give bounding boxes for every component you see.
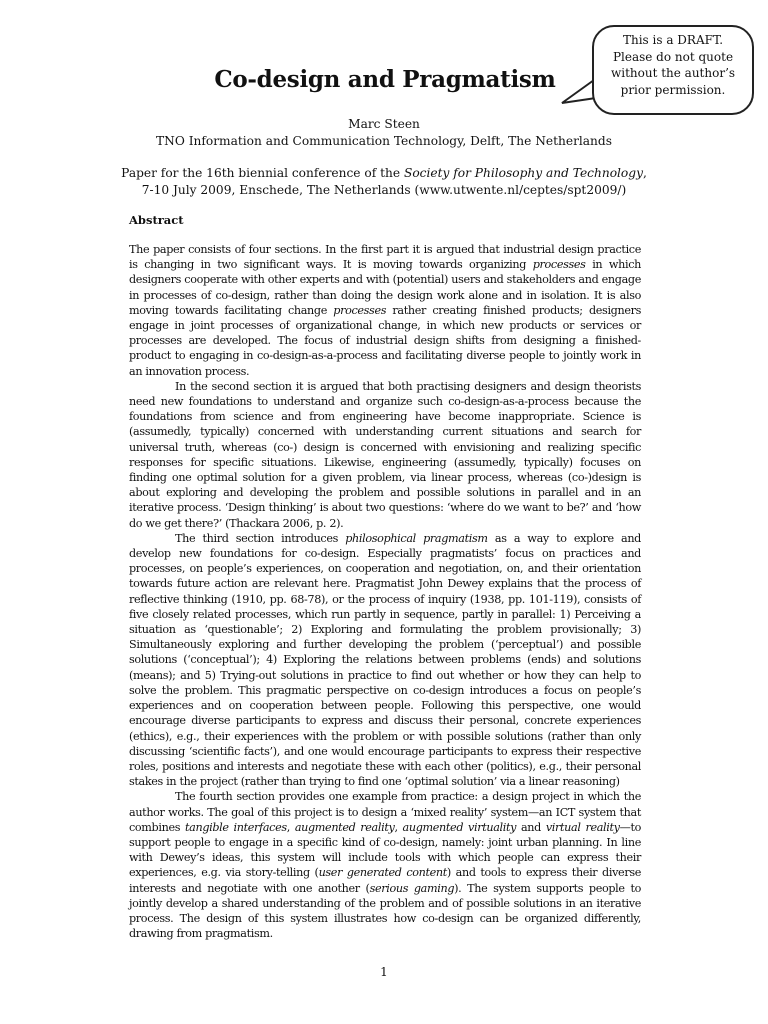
abstract-paragraph: In the second section it is argued that both practising designers and design theorists need new foundations to understand and organize such co-design-as-a-process because the foundations from science and from engineering have become inappropriate. Science is (assumedly, typically) concerned with understanding current situations and search for universal truth, whereas (co-) design is concerned with envisioning and realizing specific responses for specific situations. Likewise, engineering (assumedly, typically) focuses on finding one optimal solution for a given problem, via linear process, whereas (co-)design is about exploring and developing the problem and possible solutions in parallel and in an iterative process. ‘Design thinking’ is about two questions: ‘where do we want to be?’ and ‘how do we get there?’ (Thackara 2006, p. 2). bbox=[129, 379, 641, 530]
abstract-paragraph: The fourth section provides one example from practice: a design project in which the author works. The goal of this project is to design a ‘mixed reality’ system—an ICT system that combines tangible interfaces, augmented reality, augmented virtuality and virtual reality—to support people to engage in a specific kind of co-design, namely: joint urban planning. In line with Dewey’s ideas, this system will include tools with which people can express their experiences, e.g. via story-telling (user generated content) and tools to express their diverse interests and negotiate with one another (serious gaming). The system supports people to jointly develop a shared understanding of the problem and of possible solutions in an iterative process. The design of this system illustrates how co-design can be organized differently, drawing from pragmatism. bbox=[129, 790, 641, 941]
conference-dates-location: 7-10 July 2009, Enschede, The Netherlands (www.utwente.nl/ceptes/spt2009/) bbox=[141, 182, 627, 197]
author-affiliation: TNO Information and Communication Technology, Delft, The Netherlands bbox=[156, 134, 612, 148]
abstract-paragraph: The third section introduces philosophical pragmatism as a way to explore and develop new foundations for co-design. Especially pragmatists’ focus on practices and processes, on people’s experiences, on cooperation and negotiation, on, and their orientation towards future action are relevant here. Pragmatist John Dewey explains that the process of reflective thinking (1910, pp. 68-78), or the process of inquiry (1938, pp. 101-119), consists of five closely related processes, which run partly in sequence, partly in parallel: 1) Perceiving a situation as ‘questionable’; 2) Exploring and formulating the problem provisionally; 3) Simultaneously exploring and further developing the problem (‘perceptual’) and possible solutions (‘conceptual’); 4) Exploring the relations between problems (ends) and solutions (means); and 5) Trying-out solutions in practice to find out whether or how they can help to solve the problem. This pragmatic perspective on co-design introduces a focus on people’s experiences and on cooperation between people. Following this perspective, one would encourage diverse participants to express and discuss their personal, concrete experiences (ethics), e.g., their experiences with the problem or with possible solutions (rather than only discussing ‘scientific facts’), and one would encourage participants to express their respective roles, positions and interests and negotiate these with each other (politics), e.g., their personal stakes in the project (rather than trying to find one ‘optimal solution’ via a linear reasoning) bbox=[129, 531, 641, 789]
abstract-paragraph: The paper consists of four sections. In the first part it is argued that industrial design practice is changing in two significant ways. It is moving towards organizing processes in which designers cooperate with other experts and with (potential) users and stakeholders and engage in processes of co-design, rather than doing the design work alone and in isolation. It is also moving towards facilitating change processes rather creating finished products; designers engage in joint processes of organizational change, in which new products or services or processes are developed. The focus of industrial design shifts from designing a finished-product to engaging in co-design-as-a-process and facilitating diverse people to jointly work in an innovation process. bbox=[129, 243, 642, 378]
draft-note-line: This is a DRAFT. bbox=[622, 33, 724, 47]
society-name: Society for Philosophy and Technology bbox=[403, 166, 643, 180]
abstract-body bbox=[129, 242, 641, 941]
draft-note bbox=[592, 32, 754, 98]
draft-note-line: without the author’s bbox=[610, 66, 736, 80]
author-name: Marc Steen bbox=[348, 117, 420, 131]
conference-suffix: , bbox=[642, 166, 647, 180]
conference-prefix: Paper for the 16th biennial conference of the bbox=[121, 166, 404, 180]
abstract-heading: Abstract bbox=[129, 213, 184, 227]
draft-note-line: prior permission. bbox=[620, 82, 726, 97]
paper-title: Co-design and Pragmatism bbox=[214, 66, 556, 93]
draft-note-line: Please do not quote bbox=[612, 49, 734, 64]
page-number: 1 bbox=[380, 965, 388, 979]
conference-note bbox=[110, 165, 658, 198]
